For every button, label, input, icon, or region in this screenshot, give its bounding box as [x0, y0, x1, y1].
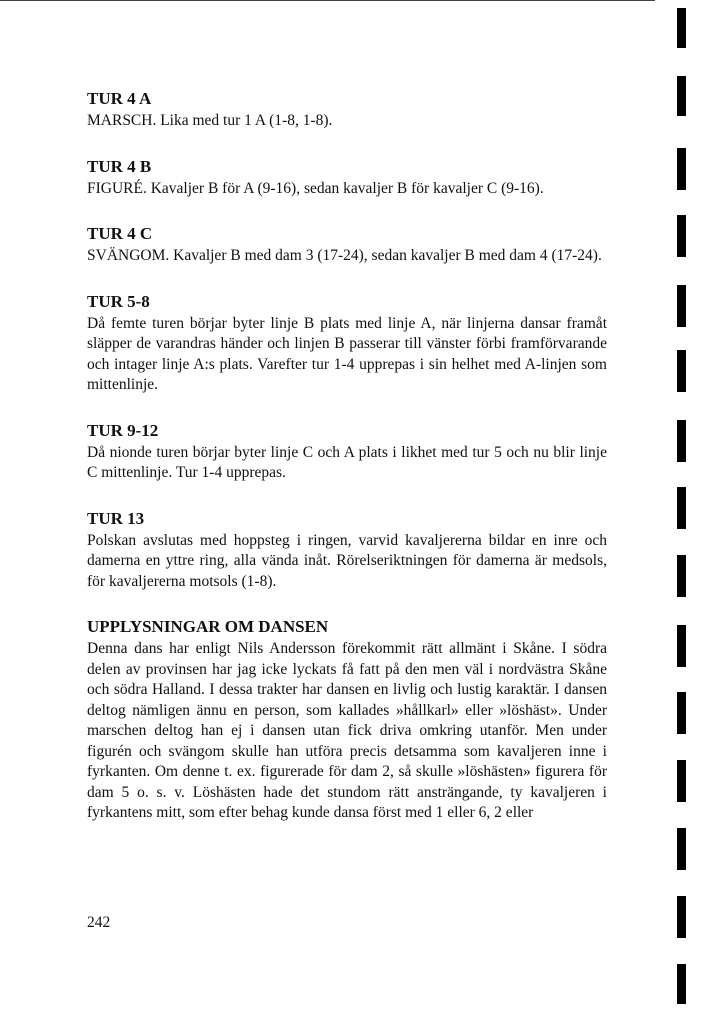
section-heading: TUR 4 A: [87, 89, 152, 108]
edge-mark: [677, 487, 686, 529]
edge-mark: [677, 285, 686, 327]
edge-mark: [677, 215, 686, 257]
section-text: Då femte turen börjar byter linje B plats med linje A, när linjerna dansar framåt släpper de varandras händer och linjen B passerar till vänster förbi framförvarande och intager linje A:s plats. Varefter tur 1-4 upprepas i sin helhet med A-linjen som mittenlinje.: [87, 314, 607, 393]
edge-mark: [677, 692, 686, 734]
section-text: FIGURÉ. Kavaljer B för A (9-16), sedan kavaljer B för kavaljer C (9-16).: [87, 179, 544, 197]
section-text: MARSCH. Lika med tur 1 A (1-8, 1-8).: [87, 112, 333, 129]
section-heading: TUR 9-12: [87, 420, 159, 440]
section-heading: UPPLYSNINGAR OM DANSEN: [87, 617, 329, 636]
edge-mark: [677, 828, 686, 870]
edge-mark: [677, 896, 686, 938]
section-heading: TUR 5-8: [87, 291, 150, 311]
page-body: [87, 88, 607, 824]
section-tur-5-8: [87, 291, 607, 396]
section-tur-4b: [87, 156, 607, 200]
edge-mark: [677, 8, 686, 48]
edge-mark: [677, 625, 686, 667]
edge-mark: [677, 555, 686, 597]
section-tur-4c: [87, 223, 607, 267]
section-heading: TUR 4 C: [87, 224, 153, 243]
page-number: 242: [87, 914, 111, 931]
section-text: SVÄNGOM. Kavaljer B med dam 3 (17-24), sedan kavaljer B med dam 4 (17-24).: [87, 247, 602, 264]
top-rule: [0, 0, 655, 1]
section-upplysningar: [87, 616, 607, 824]
edge-mark: [677, 148, 686, 190]
section-tur-4a: [87, 88, 607, 132]
edge-mark: [677, 420, 686, 462]
section-text: Då nionde turen börjar byter linje C och A plats i likhet med tur 5 och nu blir linje C mittenlinje. Tur 1-4 upprepas.: [87, 443, 607, 481]
edge-mark: [677, 76, 686, 116]
edge-mark: [677, 760, 686, 802]
edge-mark: [677, 964, 686, 1004]
section-heading: TUR 4 B: [87, 156, 152, 176]
section-tur-9-12: [87, 420, 607, 484]
section-text: Denna dans har enligt Nils Andersson förekommit rätt allmänt i Skåne. I södra delen av provinsen har jag icke lyckats få fatt på den men väl i nordvästra Skåne och södra Halland. I dessa trakter har dansen en livlig och lustig karaktär. I dansen deltog nämligen ännu en person, som kallades »hållkarl» eller »löshäst». Under marschen deltog han ej i dansen utan fick driva omkring utanför. Men under figurén och svängom skulle han utföra precis detsamma som kavaljeren inne i fyrkanten. Om denne t. ex. figurerade för dam 2, så skulle »löshästen» figurera för dam 5 o. s. v. Löshästen hade det stundom rätt ansträngande, ty kavaljeren i fyrkantens mitt, som efter behag kunde dansa först med 1 eller 6, 2 eller: [87, 640, 607, 821]
section-tur-13: [87, 508, 607, 593]
section-heading: TUR 13: [87, 508, 145, 528]
edge-mark: [677, 350, 686, 392]
section-text: Polskan avslutas med hoppsteg i ringen, varvid kavaljererna bildar en inre och damerna en yttre ring, alla vända inåt. Rörelseriktningen för damerna är medsols, för kavaljererna motsols (1-8).: [87, 531, 607, 590]
